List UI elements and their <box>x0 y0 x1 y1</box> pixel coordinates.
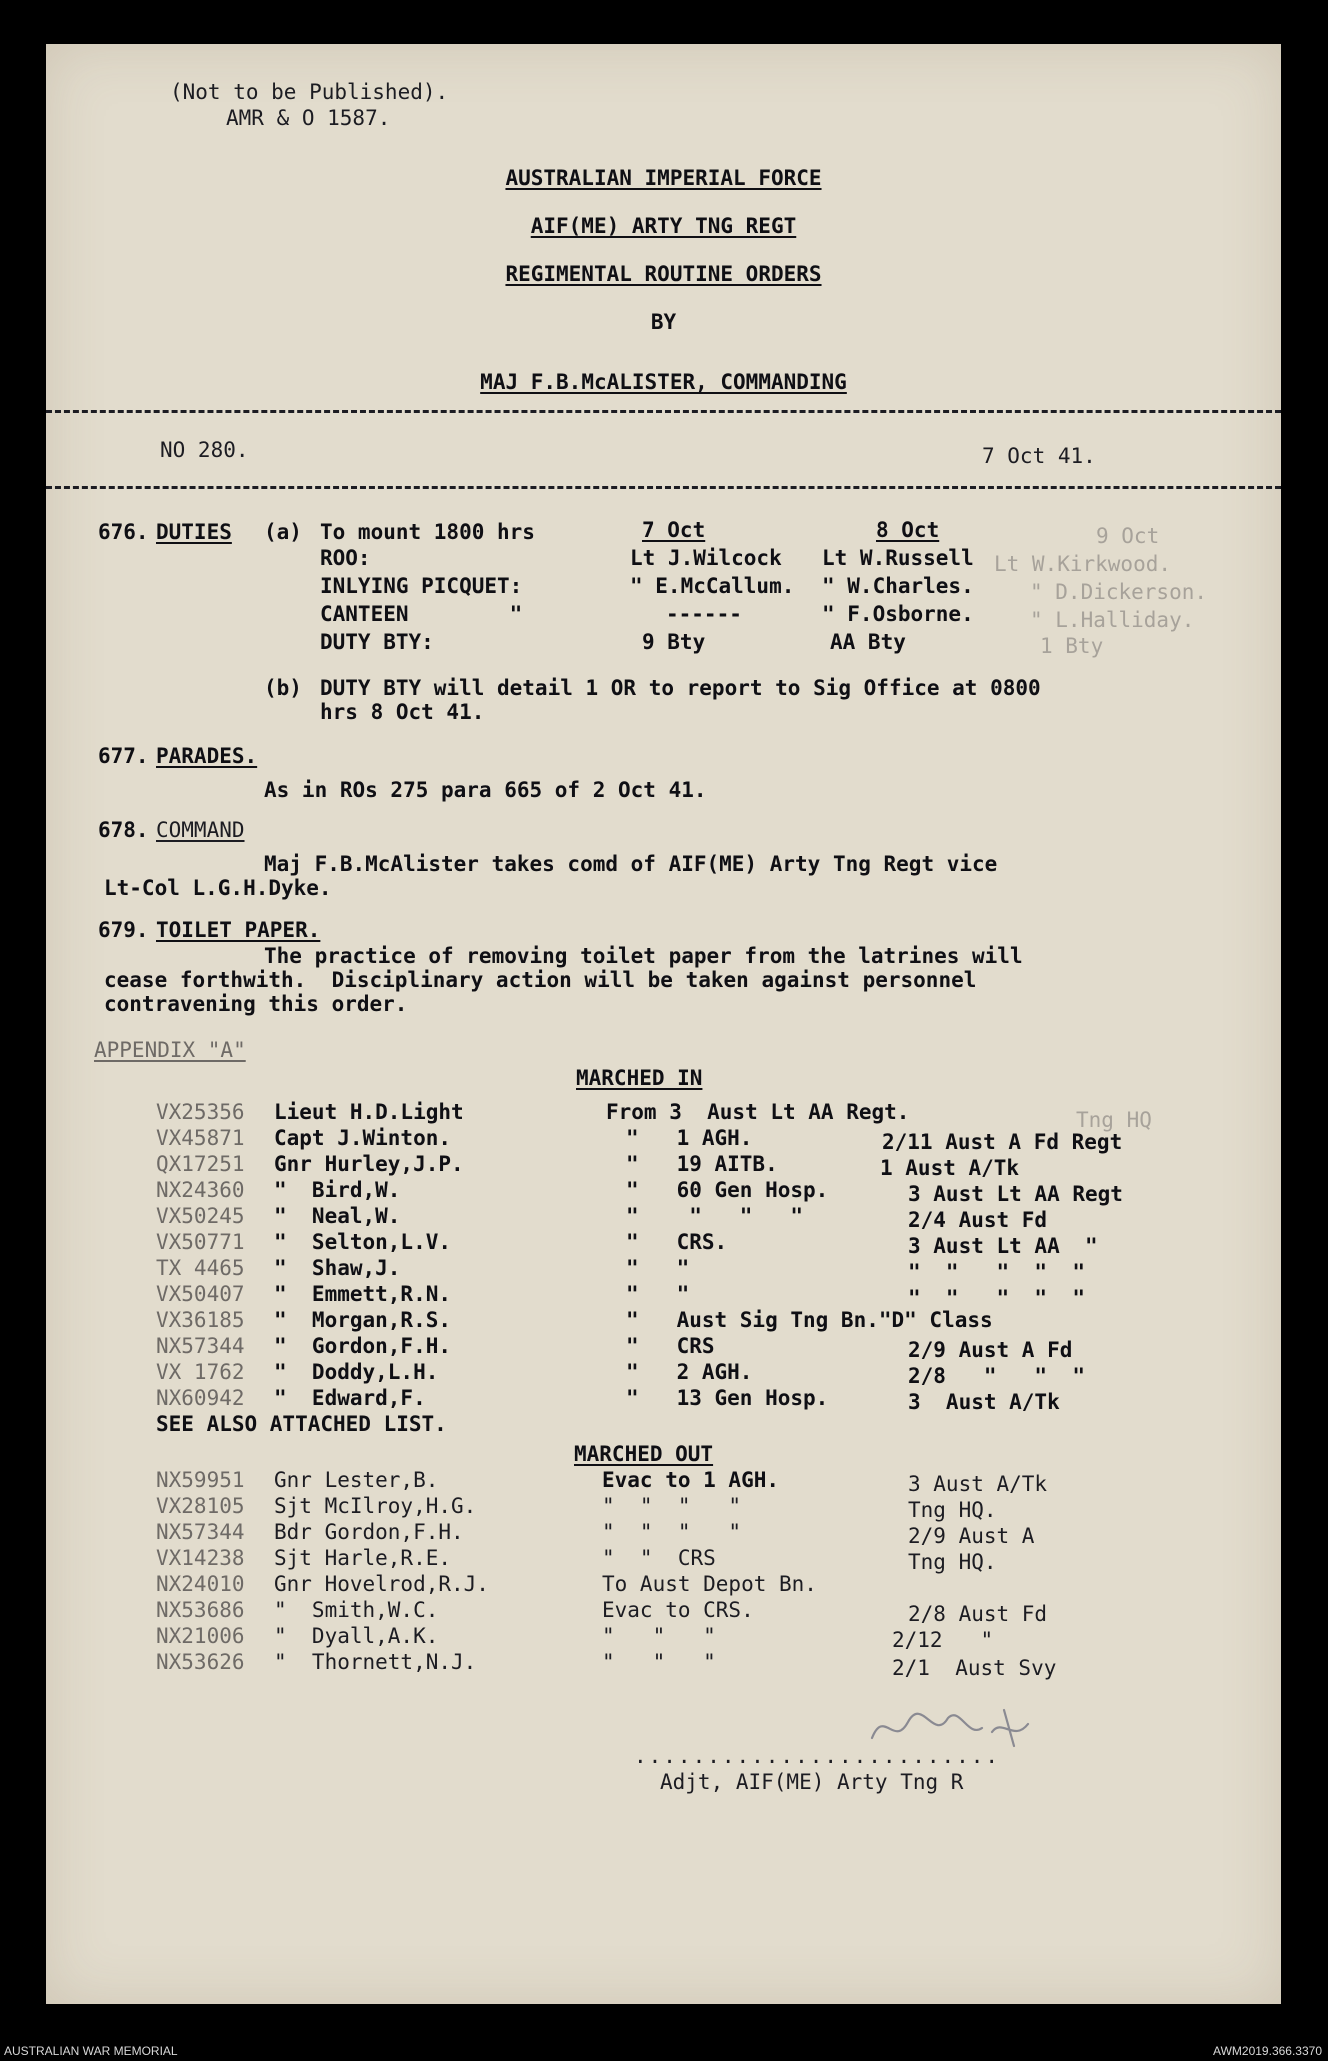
duty-col1: " E.McCallum. <box>630 574 795 598</box>
service-number: TX 4465 <box>156 1256 245 1280</box>
marched-out-heading: MARCHED OUT <box>574 1442 714 1466</box>
duty-label: INLYING PICQUET: <box>320 574 523 598</box>
to-unit: 2/12 " <box>892 1628 994 1652</box>
not-published-note: (Not to be Published). <box>170 80 449 104</box>
rank-name: Bdr Gordon,F.H. <box>274 1520 464 1544</box>
rank-name: Gnr Hovelrod,R.J. <box>274 1572 489 1596</box>
to-unit: 3 Aust A/Tk <box>908 1390 1060 1414</box>
to-unit: Tng HQ. <box>908 1550 997 1574</box>
to-unit: 3 Aust Lt AA " <box>908 1234 1098 1258</box>
document-title: REGIMENTAL ROUTINE ORDERS <box>505 262 822 286</box>
section-toilet-number: 679. <box>98 918 149 942</box>
from-unit: " 60 Gen Hosp. <box>626 1178 829 1202</box>
service-number: NX59951 <box>156 1468 245 1492</box>
command-line1: Maj F.B.McAlister takes comd of AIF(ME) Arty Tng Regt vice <box>264 852 998 876</box>
from-unit: " " <box>626 1256 690 1280</box>
to-unit: 2/8 " " " <box>908 1364 1086 1388</box>
duty-col3: " D.Dickerson. <box>1030 580 1208 604</box>
order-date: 7 Oct 41. <box>982 444 1096 468</box>
from-unit: " 13 Gen Hosp. <box>626 1386 829 1410</box>
service-number: VX36185 <box>156 1308 245 1332</box>
duty-col2: " W.Charles. <box>822 574 974 598</box>
duties-b-line1: DUTY BTY will detail 1 OR to report to Sig Office at 0800 <box>320 676 1041 700</box>
to-unit: 2/4 Aust Fd <box>908 1208 1048 1232</box>
service-number: VX45871 <box>156 1126 245 1150</box>
rank-name: " Gordon,F.H. <box>274 1334 452 1358</box>
rank-name: " Smith,W.C. <box>274 1598 439 1622</box>
command-line2: Lt-Col L.G.H.Dyke. <box>104 876 332 900</box>
from-unit: " 1 AGH. <box>626 1126 753 1150</box>
service-number: NX53686 <box>156 1598 245 1622</box>
service-number: NX57344 <box>156 1520 245 1544</box>
from-unit: " Aust Sig Tng Bn."D" Class <box>626 1308 993 1332</box>
to-unit: " " " " " <box>908 1260 1086 1284</box>
duties-date-col1: 7 Oct <box>642 518 706 542</box>
to-unit: 1 Aust A/Tk <box>880 1156 1020 1180</box>
section-toilet-heading: TOILET PAPER. <box>156 918 321 942</box>
to-unit: 2/9 Aust A Fd <box>908 1338 1073 1362</box>
rank-name: Gnr Hurley,J.P. <box>274 1152 464 1176</box>
footer-right: AWM2019.366.3370 <box>1213 2044 1322 2058</box>
org-title: AUSTRALIAN IMPERIAL FORCE <box>505 166 822 190</box>
signature-dots: ......................... <box>634 1744 1001 1768</box>
duty-col1: ------ <box>666 602 742 626</box>
from-unit: " " " " <box>602 1520 742 1544</box>
unit-title: AIF(ME) ARTY TNG REGT <box>530 214 797 238</box>
service-number: VX25356 <box>156 1100 245 1124</box>
footer-left: AUSTRALIAN WAR MEMORIAL <box>4 2044 178 2058</box>
duties-sub-b: (b) <box>264 676 302 700</box>
duty-col1: 9 Bty <box>642 630 706 654</box>
to-unit: 2/1 Aust Svy <box>892 1656 1057 1680</box>
duty-col2: AA Bty <box>830 630 906 654</box>
service-number: NX53626 <box>156 1650 245 1674</box>
from-unit: " 19 AITB. <box>626 1152 778 1176</box>
to-unit: 2/11 Aust A Fd Regt <box>882 1130 1123 1154</box>
duty-col2: Lt W.Russell <box>822 546 974 570</box>
duties-date-col3: 9 Oct <box>1096 524 1160 548</box>
rank-name: " Selton,L.V. <box>274 1230 452 1254</box>
duty-col2: " F.Osborne. <box>822 602 974 626</box>
service-number: VX28105 <box>156 1494 245 1518</box>
toilet-line1: The practice of removing toilet paper from the latrines will <box>264 944 1023 968</box>
rank-name: " Bird,W. <box>274 1178 401 1202</box>
to-unit: 3 Aust Lt AA Regt <box>908 1182 1123 1206</box>
rank-name: Lieut H.D.Light <box>274 1100 464 1124</box>
from-unit: " CRS <box>626 1334 715 1358</box>
section-command-heading: COMMAND <box>156 818 245 842</box>
rank-name: Sjt McIlroy,H.G. <box>274 1494 477 1518</box>
to-unit: 2/8 Aust Fd <box>908 1602 1048 1626</box>
duties-sub-a: (a) <box>264 520 302 544</box>
duty-label: DUTY BTY: <box>320 630 434 654</box>
see-also-note: SEE ALSO ATTACHED LIST. <box>156 1412 447 1436</box>
rank-name: " Doddy,L.H. <box>274 1360 439 1384</box>
section-parades-heading: PARADES. <box>156 744 258 768</box>
duty-label: ROO: <box>320 546 371 570</box>
service-number: VX50771 <box>156 1230 245 1254</box>
from-unit: " " " <box>602 1624 716 1648</box>
from-unit: " 2 AGH. <box>626 1360 753 1384</box>
rank-name: " Dyall,A.K. <box>274 1624 439 1648</box>
from-unit: From 3 Aust Lt AA Regt. <box>606 1100 910 1124</box>
rank-name: Capt J.Winton. <box>274 1126 452 1150</box>
toilet-line3: contravening this order. <box>104 992 408 1016</box>
duties-date-col2: 8 Oct <box>876 518 940 542</box>
to-unit: Tng HQ. <box>908 1498 997 1522</box>
from-unit: " " CRS <box>602 1546 716 1570</box>
section-parades-number: 677. <box>98 744 149 768</box>
rank-name: " Emmett,R.N. <box>274 1282 452 1306</box>
order-number: NO 280. <box>160 438 249 462</box>
to-unit: Tng HQ <box>1076 1108 1152 1132</box>
second-divider <box>46 486 1281 489</box>
from-unit: " " " " <box>602 1494 742 1518</box>
rank-name: " Shaw,J. <box>274 1256 401 1280</box>
rank-name: " Edward,F. <box>274 1386 426 1410</box>
top-divider <box>46 410 1281 413</box>
section-duties-number: 676. <box>98 520 149 544</box>
service-number: QX17251 <box>156 1152 245 1176</box>
section-duties-heading: DUTIES <box>156 520 232 544</box>
marched-in-heading: MARCHED IN <box>576 1066 703 1090</box>
duties-b-line2: hrs 8 Oct 41. <box>320 700 485 724</box>
to-unit: 2/9 Aust A <box>908 1524 1035 1548</box>
service-number: NX21006 <box>156 1624 245 1648</box>
from-unit: " CRS. <box>626 1230 728 1254</box>
duties-mount-time: To mount 1800 hrs <box>320 520 535 544</box>
service-number: NX60942 <box>156 1386 245 1410</box>
service-number: VX50245 <box>156 1204 245 1228</box>
appendix-heading: APPENDIX "A" <box>94 1038 246 1062</box>
toilet-line2: cease forthwith. Disciplinary action will be taken against personnel <box>104 968 977 992</box>
rank-name: " Morgan,R.S. <box>274 1308 452 1332</box>
service-number: NX57344 <box>156 1334 245 1358</box>
duty-label: CANTEEN " <box>320 602 523 626</box>
from-unit: " " <box>626 1282 690 1306</box>
from-unit: " " " " <box>626 1204 804 1228</box>
by-line: BY <box>650 310 677 334</box>
from-unit: Evac to CRS. <box>602 1598 754 1622</box>
service-number: VX50407 <box>156 1282 245 1306</box>
from-unit: " " " <box>602 1650 716 1674</box>
commander-line: MAJ F.B.McALISTER, COMMANDING <box>480 370 847 394</box>
to-unit: 3 Aust A/Tk <box>908 1472 1048 1496</box>
rank-name: Gnr Lester,B. <box>274 1468 439 1492</box>
to-unit: " " " " " <box>908 1286 1086 1310</box>
service-number: VX 1762 <box>156 1360 245 1384</box>
rank-name: " Thornett,N.J. <box>274 1650 477 1674</box>
reference-number: AMR & O 1587. <box>226 106 391 130</box>
duty-col3: " L.Halliday. <box>1030 608 1195 632</box>
signature-title: Adjt, AIF(ME) Arty Tng R <box>660 1770 964 1794</box>
service-number: NX24010 <box>156 1572 245 1596</box>
duty-col3: Lt W.Kirkwood. <box>994 552 1172 576</box>
service-number: VX14238 <box>156 1546 245 1570</box>
rank-name: Sjt Harle,R.E. <box>274 1546 452 1570</box>
duty-col1: Lt J.Wilcock <box>630 546 782 570</box>
document-page <box>46 44 1281 2004</box>
rank-name: " Neal,W. <box>274 1204 401 1228</box>
section-command-number: 678. <box>98 818 149 842</box>
parades-text: As in ROs 275 para 665 of 2 Oct 41. <box>264 778 707 802</box>
service-number: NX24360 <box>156 1178 245 1202</box>
duty-col3: 1 Bty <box>1040 634 1104 658</box>
from-unit: To Aust Depot Bn. <box>602 1572 817 1596</box>
from-unit: Evac to 1 AGH. <box>602 1468 780 1492</box>
